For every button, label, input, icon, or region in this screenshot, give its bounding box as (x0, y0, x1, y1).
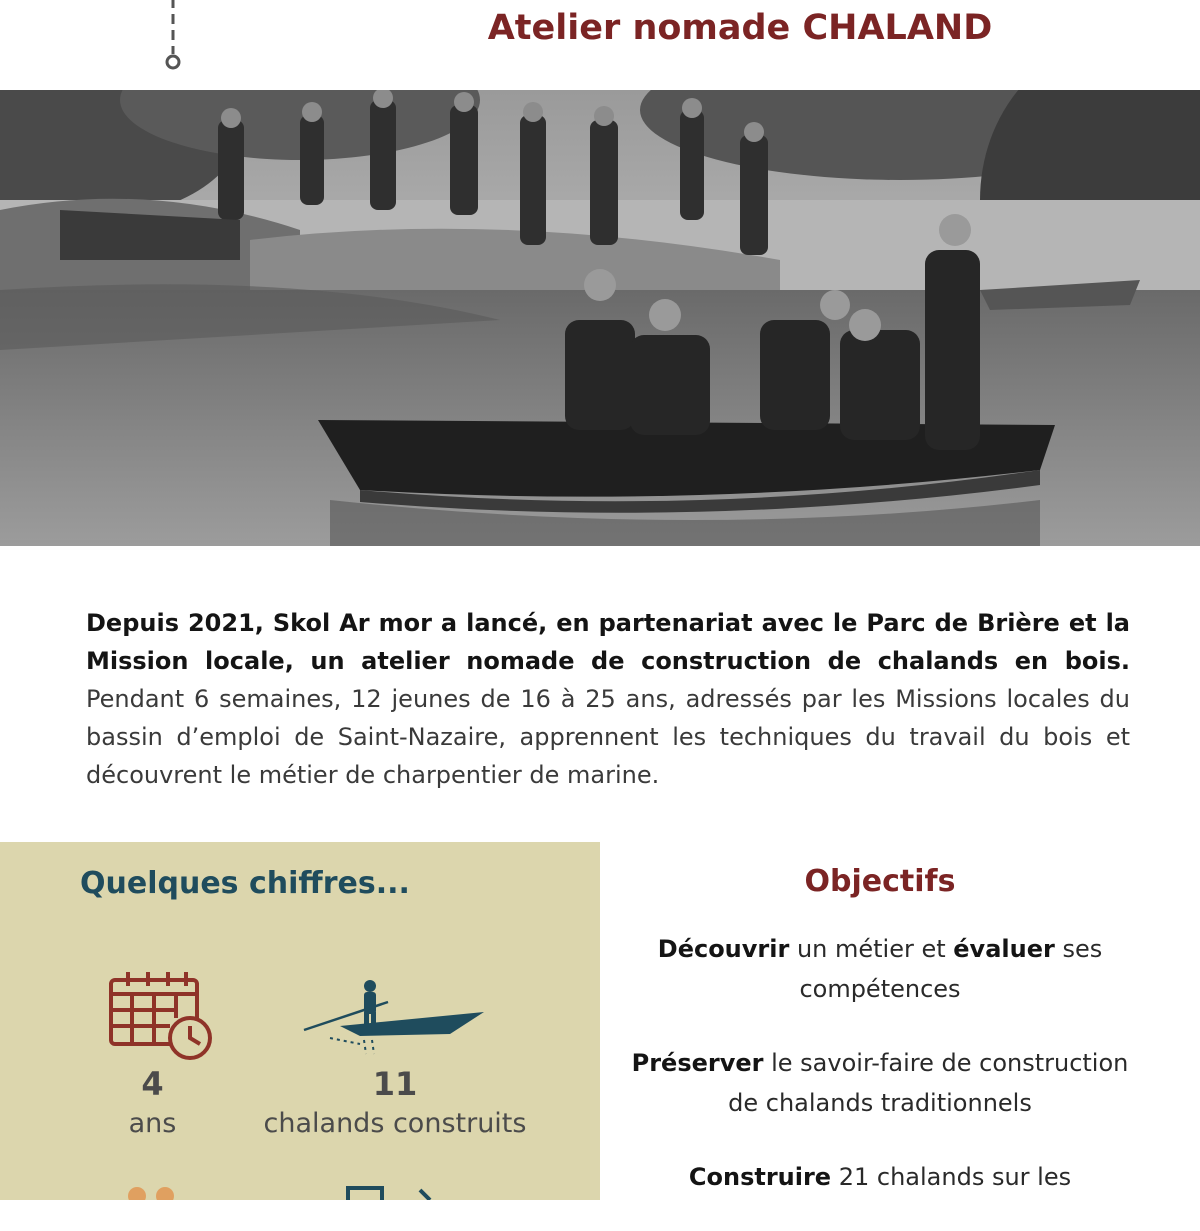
stat-years-number: 4 (141, 1065, 164, 1103)
intro-body-text: Pendant 6 semaines, 12 jeunes de 16 à 25 ans, adressés par les Missions locales du bassin d’emploi de Saint-Nazaire, apprennent les techniques du travail du bois et découvrent le métier de charpentier de marine. (86, 685, 1130, 789)
intro-bold-text: Depuis 2021, Skol Ar mor a lancé, en partenariat avec le Parc de Brière et la Mission locale, un atelier nomade de construction de chalands en bois. (86, 609, 1130, 675)
calendar-clock-icon (108, 968, 214, 1062)
people-icon (125, 1182, 185, 1200)
objectives-section (620, 842, 1140, 1231)
objectives-title: Objectifs (804, 864, 956, 899)
objective-bold: Découvrir (657, 935, 790, 963)
stat-boats (240, 1064, 550, 1144)
toolbox-icon (340, 1180, 440, 1200)
timeline-marker-icon (160, 0, 186, 75)
page-title: Atelier nomade CHALAND (487, 8, 993, 48)
objective-bold: évaluer (953, 935, 1055, 963)
objective-item (620, 929, 1140, 1009)
objective-bold: Préserver (631, 1049, 764, 1077)
intro-paragraph (86, 604, 1130, 794)
stat-years (80, 1064, 225, 1144)
objective-text: 21 chalands sur les (831, 1163, 1072, 1191)
stats-title: Quelques chiffres... (80, 866, 410, 901)
objective-item (620, 1157, 1140, 1197)
objective-text: un métier et (789, 935, 954, 963)
stat-boats-label: chalands construits (263, 1108, 527, 1139)
stat-years-label: ans (128, 1108, 177, 1139)
chaland-boat-icon (300, 978, 490, 1056)
stat-boats-number: 11 (372, 1065, 418, 1103)
stats-panel (0, 842, 600, 1200)
objective-text: ses compétences (799, 935, 1103, 1003)
photo-boat-group (0, 90, 1200, 546)
objective-item (620, 1043, 1140, 1123)
objective-text: le savoir-faire de construction de chalands traditionnels (728, 1049, 1129, 1117)
objective-bold: Construire (688, 1163, 832, 1191)
